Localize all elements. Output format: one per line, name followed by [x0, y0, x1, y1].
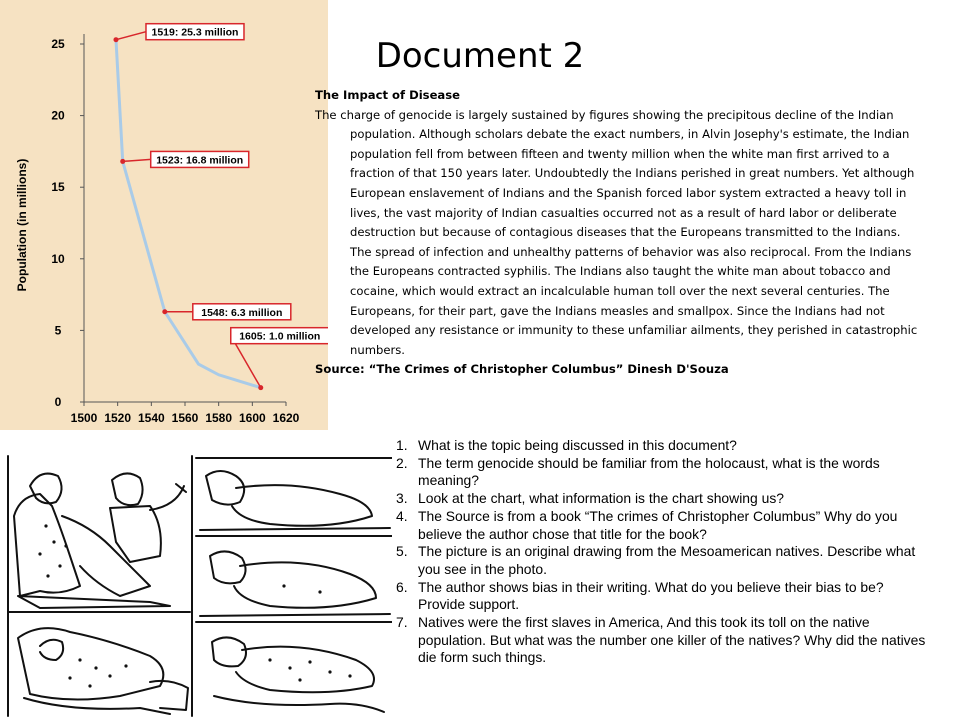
question-text: Natives were the first slaves in America, And this took its toll on the native population. But what was the number one killer of the natives? Why did the natives die form such things.	[418, 614, 926, 666]
data-point-marker	[258, 385, 263, 390]
smallpox-victims-illustration	[0, 446, 392, 720]
chart-annotations	[113, 24, 328, 390]
chart-axes	[80, 34, 286, 406]
question-number: 7.	[396, 614, 408, 631]
question-text: The Source is from a book “The crimes of Christopher Columbus” Why do you believe the author chose that title for the book?	[418, 507, 898, 542]
y-tick-label: 0	[54, 395, 62, 409]
question-item	[396, 508, 926, 543]
annotation-label: 1519: 25.3 million	[151, 26, 239, 39]
x-tick-label: 1620	[272, 411, 300, 425]
question-number: 3.	[396, 490, 408, 507]
question-text: What is the topic being discussed in this document?	[418, 437, 737, 453]
passage-body: The charge of genocide is largely sustained by figures showing the precipitous decline of the Indian population. Although scholars debate the exact numbers, in Alvin Josephy's estimate, the Indian population fell from between fifteen and twenty million when the white man first arrived to a fraction of that 150 years later. Undoubtedly the Indians perished in great numbers. Yet although European enslavement of Indians and the Spanish forced labor system extracted a heavy toll in lives, the vast majority of Indian casualties occurred not as a result of hard labor or deliberate destruction but because of contagious diseases that the Europeans transmitted to the Indians. The spread of infection and unhealthy patterns of behavior was also reciprocal. From the Indians the Europeans contracted syphilis. The Indians also taught the white man about tobacco and cocaine, which would extract an incalculable human toll over the next several centuries. The Europeans, for their part, gave the Indians measles and smallpox. Since the Indians had not developed any resistance or immunity to these unfamiliar ailments, they perished in catastrophic numbers.	[315, 107, 918, 357]
mesoamerican-drawing	[0, 446, 392, 720]
annotation-leader	[123, 159, 151, 161]
document-passage	[315, 86, 925, 380]
passage-heading: The Impact of Disease	[315, 88, 461, 102]
y-tick-label: 10	[51, 251, 65, 266]
x-tick-label: 1520	[104, 411, 132, 425]
question-text: The picture is an original drawing from the Mesoamerican natives. Describe what you see in the photo.	[418, 543, 916, 577]
question-number: 5.	[396, 543, 408, 560]
annotation-label: 1523: 16.8 million	[156, 154, 244, 167]
question-item	[396, 437, 926, 455]
y-axis-label: Population (in millions)	[15, 158, 29, 292]
x-tick-labels	[71, 411, 300, 425]
question-number: 6.	[396, 578, 408, 595]
question-text: The term genocide should be familiar from the holocaust, what is the words meaning?	[418, 454, 880, 489]
annotation-label: 1548: 6.3 million	[201, 306, 283, 319]
data-point-marker	[162, 309, 167, 314]
x-tick-label: 1580	[205, 411, 233, 425]
y-tick-labels	[51, 37, 65, 409]
question-text: The author shows bias in their writing. What do you believe their bias to be? Provide support.	[418, 578, 884, 613]
slide-title: Document 2	[375, 36, 585, 76]
y-tick-label: 20	[51, 108, 65, 123]
question-number: 2.	[396, 454, 408, 471]
annotation-label: 1605: 1.0 million	[239, 330, 321, 343]
question-number: 4.	[396, 507, 408, 524]
passage-source: Source: “The Crimes of Christopher Columbus” Dinesh D'Souza	[315, 362, 729, 377]
question-item	[396, 614, 926, 667]
y-tick-label: 15	[51, 180, 65, 195]
question-number: 1.	[396, 437, 408, 453]
question-item	[396, 455, 926, 490]
x-tick-label: 1540	[137, 411, 165, 425]
x-tick-label: 1600	[238, 411, 266, 425]
question-item	[396, 490, 926, 508]
question-item	[396, 579, 926, 614]
data-point-marker	[120, 159, 125, 164]
y-tick-label: 5	[54, 323, 62, 338]
question-item	[396, 543, 926, 578]
y-tick-label: 25	[51, 37, 65, 51]
x-tick-label: 1500	[70, 411, 98, 425]
question-text: Look at the chart, what information is the chart showing us?	[418, 490, 784, 507]
question-list	[396, 437, 926, 667]
x-tick-label: 1560	[171, 411, 199, 425]
